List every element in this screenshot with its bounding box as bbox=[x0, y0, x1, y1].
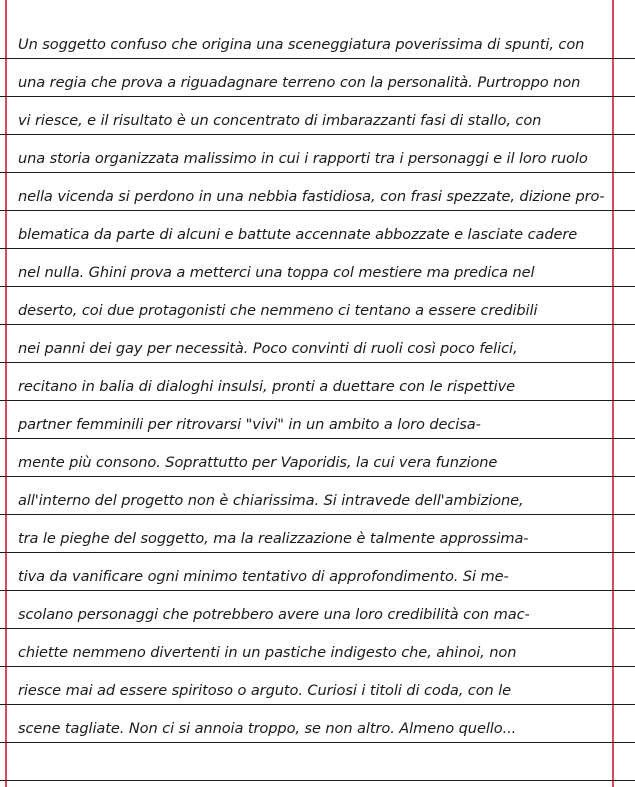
handwritten-line: tiva da vanificare ogni minimo tentativo di approfondimento. Si me- bbox=[18, 568, 509, 585]
handwritten-line: recitano in balia di dialoghi insulsi, pronti a duettare con le rispettive bbox=[18, 378, 515, 395]
ruled-line bbox=[0, 780, 635, 781]
left-margin-line bbox=[5, 0, 7, 787]
handwritten-line: nella vicenda si perdono in una nebbia fastidiosa, con frasi spezzate, dizione pro- bbox=[18, 188, 605, 205]
handwritten-line: riesce mai ad essere spiritoso o arguto. Curiosi i titoli di coda, con le bbox=[18, 682, 512, 699]
right-margin-line bbox=[612, 0, 614, 787]
handwritten-line: scene tagliate. Non ci si annoia troppo, se non altro. Almeno quello... bbox=[18, 720, 517, 737]
handwritten-line: mente più consono. Soprattutto per Vaporidis, la cui vera funzione bbox=[18, 454, 498, 471]
handwritten-line: una storia organizzata malissimo in cui i rapporti tra i personaggi e il loro ruolo bbox=[18, 150, 588, 167]
handwritten-line: tra le pieghe del soggetto, ma la realizzazione è talmente approssima- bbox=[18, 530, 529, 547]
handwritten-line: partner femminili per ritrovarsi "vivi" in un ambito a loro decisa- bbox=[18, 416, 481, 433]
handwritten-line: Un soggetto confuso che origina una sceneggiatura poverissima di spunti, con bbox=[18, 36, 585, 53]
handwritten-line: nel nulla. Ghini prova a metterci una toppa col mestiere ma predica nel bbox=[18, 264, 535, 281]
handwritten-line: chiette nemmeno divertenti in un pastiche indigesto che, ahinoi, non bbox=[18, 644, 517, 661]
handwritten-line: all'interno del progetto non è chiarissima. Si intravede dell'ambizione, bbox=[18, 492, 524, 509]
handwritten-line: deserto, coi due protagonisti che nemmeno ci tentano a essere credibili bbox=[18, 302, 538, 319]
handwritten-line: blematica da parte di alcuni e battute accennate abbozzate e lasciate cadere bbox=[18, 226, 578, 243]
handwritten-line: nei panni dei gay per necessità. Poco convinti di ruoli così poco felici, bbox=[18, 340, 518, 357]
handwritten-line: una regia che prova a riguadagnare terreno con la personalità. Purtroppo non bbox=[18, 74, 581, 91]
handwritten-line: vi riesce, e il risultato è un concentrato di imbarazzanti fasi di stallo, con bbox=[18, 112, 542, 129]
handwritten-line: scolano personaggi che potrebbero avere una loro credibilità con mac- bbox=[18, 606, 530, 623]
